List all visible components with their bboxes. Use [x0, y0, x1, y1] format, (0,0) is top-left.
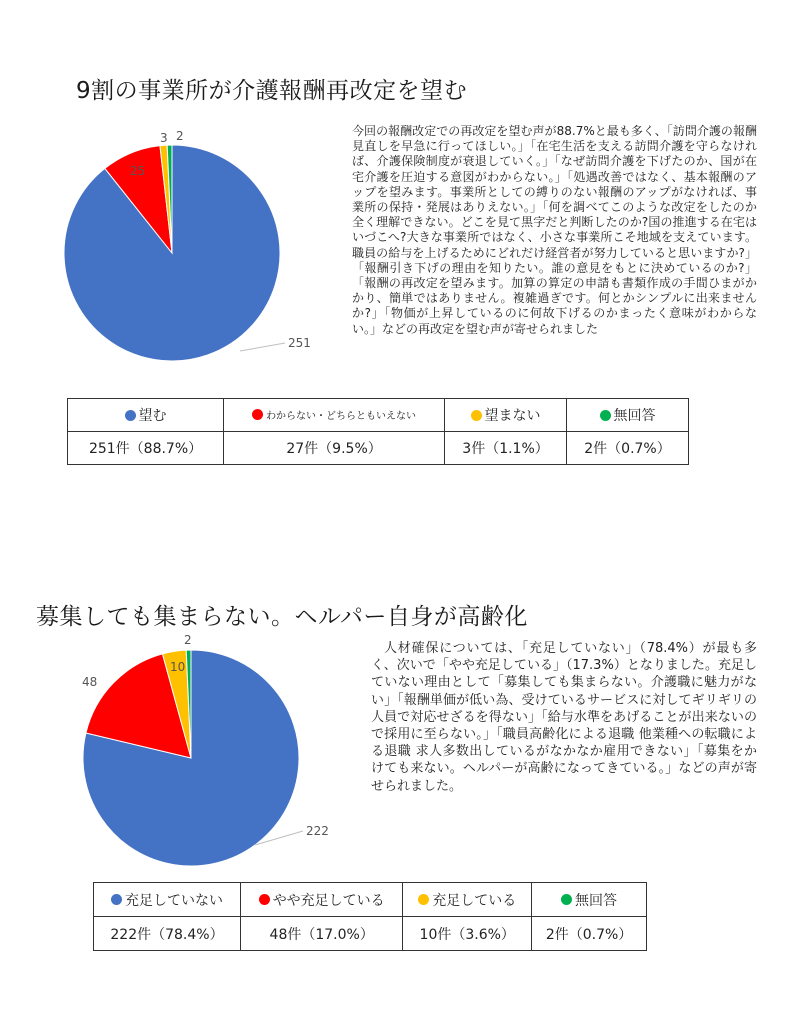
data-label: 10 — [170, 660, 186, 674]
legend-value: 2件（0.7%） — [532, 917, 647, 951]
circle-icon — [125, 410, 136, 421]
legend-label: わからない・どちらともいえない — [266, 411, 417, 422]
legend-label: 望む — [138, 408, 167, 424]
legend-label-row — [94, 883, 647, 917]
circle-icon — [600, 410, 611, 421]
data-label: 3 — [160, 131, 168, 145]
legend-cell — [567, 399, 689, 432]
legend-cell — [68, 399, 224, 432]
section-body-text: 今回の報酬改定での再改定を望む声が88.7%と最も多く、「訪問介護の報酬見直しを早急に行ってほしい。」「在宅生活を支える訪問介護を守らなければ、介護保険制度が衰退していく。」「なぜ訪問介護を下げたのか、国が在宅介護を圧迫する意図がわからない。」「処遇改善ではなく、基本報酬のアップを望みます。事業所としての縛りのない報酬のアップがなければ、事業所の保持・発展はありえない。」「何を調べてこのような改定をしたのか全く理解できない。どこを見て黒字だと判断したのか?国の推進する在宅はいづこへ?大きな事業所ではなく、小さな事業所こそ地域を支えています。職員の給与を上げるためにどれだけ経営者が努力していると思いますか?」「報酬引き下げの理由を知りたい。誰の意見をもとに決めているのか?」「報酬の再改定を望みます。加算の算定の申請も書類作成の手間ひまがかかり、簡単ではありません。複雑過ぎです。何とかシンプルに出来ませんか?」「物価が上昇しているのに何故下げるのかまったく意味がわからない。」などの再改定を望む声が寄せられました — [352, 124, 757, 336]
legend-value: 3件（1.1%） — [445, 432, 567, 465]
legend-cell — [94, 883, 241, 917]
section-reimbursement — [0, 0, 791, 500]
legend-label-row — [68, 399, 689, 432]
legend-label: 充足していない — [125, 892, 223, 909]
legend-value: 10件（3.6%） — [403, 917, 532, 951]
data-label: 2 — [176, 129, 184, 143]
circle-icon — [252, 409, 263, 420]
data-label: 2 — [184, 633, 192, 647]
legend-value: 222件（78.4%） — [94, 917, 241, 951]
section-title: 9割の事業所が介護報酬再改定を望む — [76, 78, 468, 104]
legend-table — [93, 882, 647, 951]
circle-icon — [471, 410, 482, 421]
data-label: 25 — [130, 164, 146, 178]
legend-value: 2件（0.7%） — [567, 432, 689, 465]
legend-label: 無回答 — [613, 408, 656, 424]
circle-icon — [418, 894, 429, 905]
legend-cell — [403, 883, 532, 917]
legend-value: 251件（88.7%） — [68, 432, 224, 465]
circle-icon — [259, 894, 270, 905]
legend-label: 充足している — [432, 892, 517, 909]
legend-value: 48件（17.0%） — [241, 917, 403, 951]
section-title: 募集しても集まらない。ヘルパー自身が高齢化 — [36, 604, 528, 630]
legend-value-row — [68, 432, 689, 465]
legend-cell — [532, 883, 647, 917]
section-body-text: 人材確保については、「充足していない」（78.4%）が最も多く、次いで「やや充足している」（17.3%）となりました。充足していない理由として「募集しても集まらない。介護職に魅力がない」「報酬単価が低い為、受けているサービスに対してギリギリの人員で対応せざるを得ない」「給与水準をあげることが出来ないので採用に至らない。」「職員高齢化による退職 他業種への転職による退職 求人多数出しているがなかなか雇用できない」「募集をかけても来ない。ヘルパーが高齢になってきている。」などの声が寄せられました。 — [371, 641, 757, 794]
pie-chart-reimbursement — [0, 0, 360, 400]
legend-value: 27件（9.5%） — [224, 432, 445, 465]
pie-chart-staffing — [0, 560, 360, 890]
legend-label: 無回答 — [575, 892, 618, 909]
legend-label: やや充足している — [272, 892, 385, 909]
legend-label: 望まない — [484, 408, 541, 424]
circle-icon — [111, 894, 122, 905]
legend-cell — [224, 399, 445, 432]
leader-line — [240, 343, 285, 351]
data-label: 251 — [288, 336, 311, 350]
legend-cell — [445, 399, 567, 432]
data-label: 48 — [82, 675, 98, 689]
section-staffing — [0, 560, 791, 1024]
legend-table — [67, 398, 689, 465]
data-label: 222 — [306, 824, 329, 838]
legend-cell — [241, 883, 403, 917]
circle-icon — [561, 894, 572, 905]
legend-value-row — [94, 917, 647, 951]
